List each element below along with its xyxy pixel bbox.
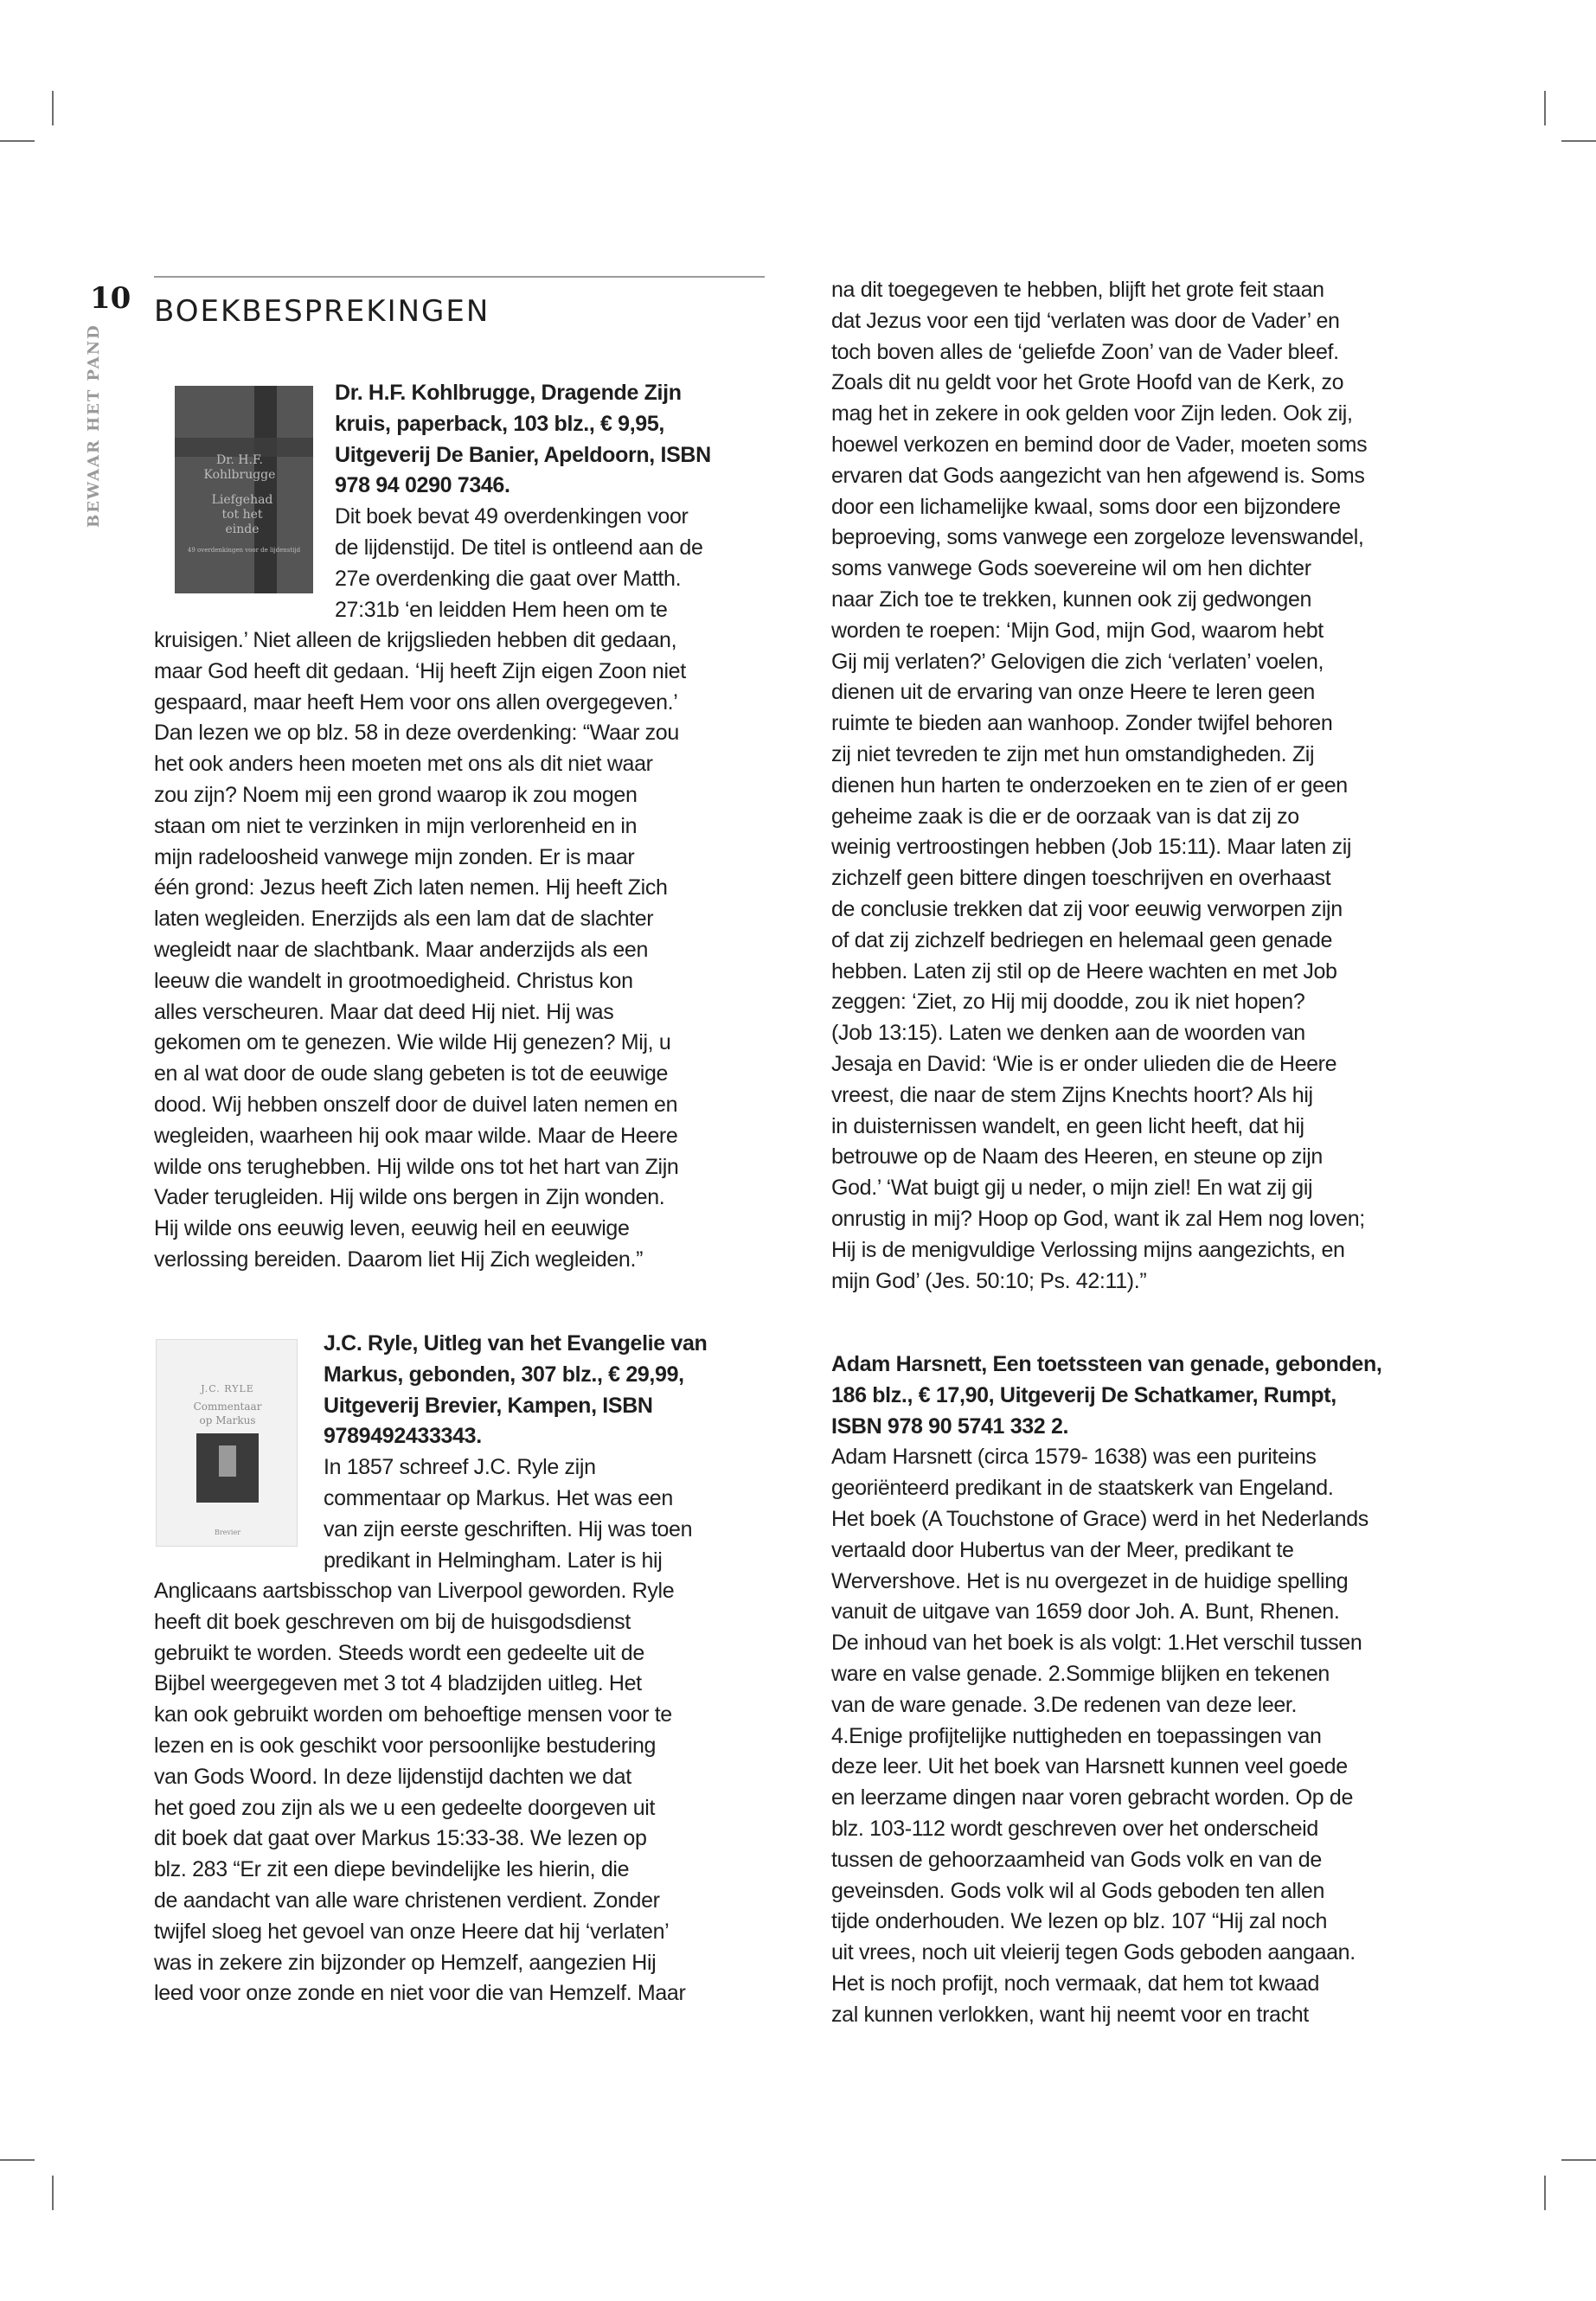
text-line: J.C. Ryle, Uitleg van het Evangelie van: [324, 1331, 708, 1356]
text-line: twijfel sloeg het gevoel van onze Heere dat hij ‘verlaten’: [154, 1919, 670, 1944]
review-kohlbrugge-body: [154, 625, 686, 1276]
text-line: lezen en is ook geschikt voor persoonlijke bestudering: [154, 1733, 657, 1758]
text-line: onrustig in mij? Hoop op God, want ik zal Hem nog loven;: [831, 1206, 1365, 1231]
text-line: van Gods Woord. In deze lijdenstijd dachten we dat: [154, 1764, 631, 1789]
text-line: ervaren dat Gods aangezicht van hen afgewend is. Soms: [831, 463, 1365, 488]
text-line: dienen uit de ervaring van onze Heere te leren geen: [831, 680, 1315, 705]
book-cover-kohlbrugge: [175, 386, 313, 593]
cover-publisher: Brevier: [214, 1529, 241, 1536]
text-line: toch boven alles de ‘geliefde Zoon’ van de Vader bleef.: [831, 339, 1339, 364]
text-line: en al wat door de oude slang gebeten is tot de eeuwige: [154, 1061, 669, 1086]
text-line: dood. Wij hebben onszelf door de duivel laten nemen en: [154, 1092, 678, 1117]
text-line: uit vrees, noch uit vleierij tegen Gods geboden aangaan.: [831, 1940, 1356, 1965]
cover-author: Kohlbrugge: [203, 468, 276, 482]
text-line: In 1857 schreef J.C. Ryle zijn: [324, 1455, 596, 1480]
text-line: Markus, gebonden, 307 blz., € 29,99,: [324, 1362, 684, 1387]
cross-graphic: [254, 386, 277, 593]
text-line: 27e overdenking die gaat over Matth.: [335, 566, 682, 591]
text-line: zichzelf geen bittere dingen toeschrijven en overhaast: [831, 866, 1331, 891]
text-line: mag het in zekere in ook gelden voor Zijn leden. Ook zij,: [831, 401, 1353, 426]
text-line: hebben. Laten zij stil op de Heere wachten en met Job: [831, 958, 1337, 984]
text-line: Dit boek bevat 49 overdenkingen voor: [335, 504, 689, 529]
text-line: mijn radeloosheid vanwege mijn zonden. Er is maar: [154, 844, 635, 869]
text-line: commentaar op Markus. Het was een: [324, 1485, 673, 1510]
text-line: alles verscheuren. Maar dat deed Hij niet. Hij was: [154, 999, 614, 1024]
text-line: Hij wilde ons eeuwig leven, eeuwig heil en eeuwige: [154, 1216, 630, 1241]
text-line: blz. 103-112 wordt geschreven over het onderscheid: [831, 1816, 1318, 1841]
crop-mark: [0, 2159, 35, 2161]
text-line: Vader terugleiden. Hij wilde ons bergen in Zijn wonden.: [154, 1185, 665, 1210]
text-line: van zijn eerste geschriften. Hij was toen: [324, 1516, 693, 1541]
review-harsnett: [831, 1349, 1381, 2031]
text-line: blz. 283 “Er zit een diepe bevindelijke les hierin, die: [154, 1857, 630, 1882]
text-line: kruis, paperback, 103 blz., € 9,95,: [335, 411, 665, 436]
text-line: Uitgeverij De Banier, Apeldoorn, ISBN: [335, 442, 711, 467]
text-line: kruisigen.’ Niet alleen de krijgslieden hebben dit gedaan,: [154, 628, 677, 652]
text-line: ruimte te bieden aan wanhoop. Zonder twijfel behoren: [831, 711, 1333, 736]
text-line: kan ook gebruikt worden om behoeftige mensen voor te: [154, 1702, 672, 1727]
text-line: zeggen: ‘Ziet, zo Hij mij doodde, zou ik niet hopen?: [831, 990, 1305, 1015]
text-line: 978 94 0290 7346.: [335, 473, 510, 498]
text-line: staan om niet te verzinken in mijn verlorenheid en in: [154, 813, 638, 838]
text-line: maar God heeft dit gedaan. ‘Hij heeft Zijn eigen Zoon niet: [154, 658, 686, 683]
cover-title: einde: [225, 522, 260, 536]
text-line: de conclusie trekken dat zij voor eeuwig verworpen zijn: [831, 896, 1343, 921]
text-line: geheime zaak is die er de oorzaak van is dat zij zo: [831, 804, 1299, 829]
cover-subtitle: 49 overdenkingen voor de lijdenstijd: [187, 547, 301, 554]
text-line: De inhoud van het boek is als volgt: 1.Het verschil tussen: [831, 1631, 1362, 1656]
text-line: tijde onderhouden. We lezen op blz. 107 “Hij zal noch: [831, 1909, 1328, 1934]
text-line: Het is noch profijt, noch vermaak, dat hem tot kwaad: [831, 1971, 1320, 1996]
text-line: gebruikt te worden. Steeds wordt een gedeelte uit de: [154, 1640, 644, 1665]
text-line: Het boek (A Touchstone of Grace) werd in het Nederlands: [831, 1506, 1368, 1531]
header-divider: [154, 276, 765, 278]
text-line: georiënteerd predikant in de staatskerk van Engeland.: [831, 1476, 1334, 1501]
crop-mark: [52, 2176, 54, 2210]
text-line: het goed zou zijn als we u een gedeelte doorgeven uit: [154, 1795, 656, 1820]
book-cover-ryle: [156, 1339, 298, 1547]
crop-mark: [1561, 140, 1596, 142]
crop-mark: [52, 91, 54, 125]
text-line: 9789492433343.: [324, 1424, 482, 1449]
text-line: deze leer. Uit het boek van Harsnett kunnen veel goede: [831, 1754, 1348, 1779]
review-continued: [831, 275, 1367, 1297]
page-number: 10: [90, 281, 131, 316]
text-line: gekomen om te genezen. Wie wilde Hij genezen? Mij, u: [154, 1030, 671, 1055]
cover-author: Dr. H.F.: [216, 453, 263, 467]
cover-title: Commentaar: [193, 1400, 262, 1413]
text-line: Dr. H.F. Kohlbrugge, Dragende Zijn: [335, 381, 682, 405]
text-line: wilde ons terughebben. Hij wilde ons tot het hart van Zijn: [154, 1154, 679, 1179]
text-line: 186 blz., € 17,90, Uitgeverij De Schatkamer, Rumpt,: [831, 1382, 1336, 1407]
cover-title: Liefgehad: [211, 493, 273, 507]
crop-mark: [0, 140, 35, 142]
crop-mark: [1544, 2176, 1546, 2210]
crop-mark: [1544, 91, 1546, 125]
text-line: betrouwe op de Naam des Heeren, en steune op zijn: [831, 1144, 1323, 1170]
text-line: naar Zich toe te trekken, kunnen ook zij gedwongen: [831, 586, 1312, 612]
text-line: 4.Enige profijtelijke nuttigheden en toepassingen van: [831, 1723, 1322, 1748]
text-line: Jesaja en David: ‘Wie is er onder ulieden die de Heere: [831, 1051, 1337, 1076]
review-ryle-head: [324, 1329, 707, 1576]
text-line: God.’ ‘Wat buigt gij u neder, o mijn ziel! En wat zij gij: [831, 1176, 1313, 1201]
cover-author: J.C. RYLE: [201, 1383, 254, 1394]
text-line: de aandacht van alle ware christenen verdient. Zonder: [154, 1888, 660, 1913]
text-line: verlossing bereiden. Daarom liet Hij Zich wegleiden.”: [154, 1247, 644, 1272]
text-line: was in zekere zin bijzonder op Hemzelf, aangezien Hij: [154, 1950, 657, 1975]
text-line: heeft dit boek geschreven om bij de huisgodsdienst: [154, 1609, 631, 1634]
text-line: mijn God’ (Jes. 50:10; Ps. 42:11).”: [831, 1268, 1147, 1293]
text-line: Dan lezen we op blz. 58 in deze overdenking: “Waar zou: [154, 721, 679, 746]
text-line: 27:31b ‘en leidden Hem heen om te: [335, 597, 668, 622]
text-line: Uitgeverij Brevier, Kampen, ISBN: [324, 1393, 653, 1418]
text-line: zal kunnen verlokken, want hij neemt voor en tracht: [831, 2002, 1309, 2027]
text-line: weinig vertroostingen hebben (Job 15:11). Maar laten zij: [831, 835, 1352, 860]
text-line: dienen hun harten te onderzoeken en te zien of er geen: [831, 772, 1348, 798]
text-line: ISBN 978 90 5741 332 2.: [831, 1413, 1069, 1439]
text-line: worden te roepen: ‘Mijn God, mijn God, waarom hebt: [831, 618, 1324, 643]
text-line: zij niet tevreden te zijn met hun omstandigheden. Zij: [831, 741, 1315, 766]
text-line: vertaald door Hubertus van der Meer, predikant te: [831, 1537, 1294, 1562]
text-line: de lijdenstijd. De titel is ontleend aan de: [335, 535, 703, 560]
cover-title: tot het: [221, 508, 263, 522]
text-line: vanuit de uitgave van 1659 door Joh. A. Bunt, Rhenen.: [831, 1599, 1340, 1625]
text-line: (Job 13:15). Laten we denken aan de woorden van: [831, 1021, 1305, 1046]
text-line: predikant in Helmingham. Later is hij: [324, 1548, 663, 1573]
text-line: in duisternissen wandelt, en geen licht heeft, dat hij: [831, 1113, 1304, 1138]
text-line: beproeving, soms vanwege een zorgeloze levenswandel,: [831, 525, 1364, 550]
text-line: leeuw die wandelt in grootmoedigheid. Christus kon: [154, 968, 633, 993]
text-line: vreest, die naar de stem Zijns Knechts hoort? Als hij: [831, 1082, 1313, 1107]
text-line: Zoals dit nu geldt voor het Grote Hoofd van de Kerk, zo: [831, 370, 1344, 395]
text-line: ware en valse genade. 2.Sommige blijken en tekenen: [831, 1661, 1330, 1686]
text-line: Gij mij verlaten?’ Gelovigen die zich ‘verlaten’ voelen,: [831, 649, 1324, 674]
text-line: door een lichamelijke kwaal, soms door een bijzondere: [831, 494, 1341, 519]
text-line: dit boek dat gaat over Markus 15:33-38. We lezen op: [154, 1826, 647, 1851]
review-kohlbrugge-head: [335, 378, 711, 625]
text-line: wegleidt naar de slachtbank. Maar anderzijds als een: [154, 937, 649, 962]
text-line: van de ware genade. 3.De redenen van deze leer.: [831, 1692, 1298, 1717]
cover-photo: [196, 1433, 259, 1503]
text-line: Adam Harsnett, Een toetssteen van genade, gebonden,: [831, 1352, 1382, 1376]
section-title: BOEKBESPREKINGEN: [154, 294, 490, 329]
text-line: geveinsden. Gods volk wil al Gods geboden ten allen: [831, 1878, 1325, 1903]
text-line: of dat zij zichzelf bedriegen en helemaal geen genade: [831, 927, 1333, 952]
text-line: leed voor onze zonde en niet voor die van Hemzelf. Maar: [154, 1981, 686, 2006]
text-line: wegleiden, waarheen hij ook maar wilde. Maar de Heere: [154, 1123, 678, 1148]
crop-mark: [1561, 2159, 1596, 2161]
text-line: Wervershove. Het is nu overgezet in de huidige spelling: [831, 1568, 1349, 1593]
text-line: gespaard, maar heeft Hem voor ons allen overgegeven.’: [154, 689, 678, 715]
text-line: na dit toegegeven te hebben, blijft het grote feit staan: [831, 278, 1324, 302]
review-ryle-body: [154, 1576, 685, 2009]
text-line: Adam Harsnett (circa 1579- 1638) was een puriteins: [831, 1445, 1317, 1470]
text-line: zou zijn? Noem mij een grond waarop ik zou mogen: [154, 782, 638, 807]
text-line: dat Jezus voor een tijd ‘verlaten was door de Vader’ en: [831, 308, 1340, 333]
text-line: Bijbel weergegeven met 3 tot 4 bladzijden uitleg. Het: [154, 1671, 642, 1696]
text-line: en leerzame dingen naar voren gebracht worden. Op de: [831, 1785, 1354, 1811]
text-line: soms vanwege Gods soevereine wil om hen dichter: [831, 556, 1311, 581]
cover-title: op Markus: [199, 1414, 256, 1426]
side-label: BEWAAR HET PAND: [85, 324, 103, 528]
text-line: Hij is de menigvuldige Verlossing mijns aangezichts, en: [831, 1237, 1345, 1262]
text-line: tussen de gehoorzaamheid van Gods volk en van de: [831, 1847, 1322, 1872]
text-line: het ook anders heen moeten met ons als dit niet waar: [154, 752, 653, 777]
text-line: Anglicaans aartsbisschop van Liverpool geworden. Ryle: [154, 1579, 675, 1603]
text-line: hoewel verkozen en bemind door de Vader, moeten soms: [831, 432, 1368, 457]
text-line: laten wegleiden. Enerzijds als een lam dat de slachter: [154, 907, 654, 932]
text-line: één grond: Jezus heeft Zich laten nemen. Hij heeft Zich: [154, 875, 668, 901]
